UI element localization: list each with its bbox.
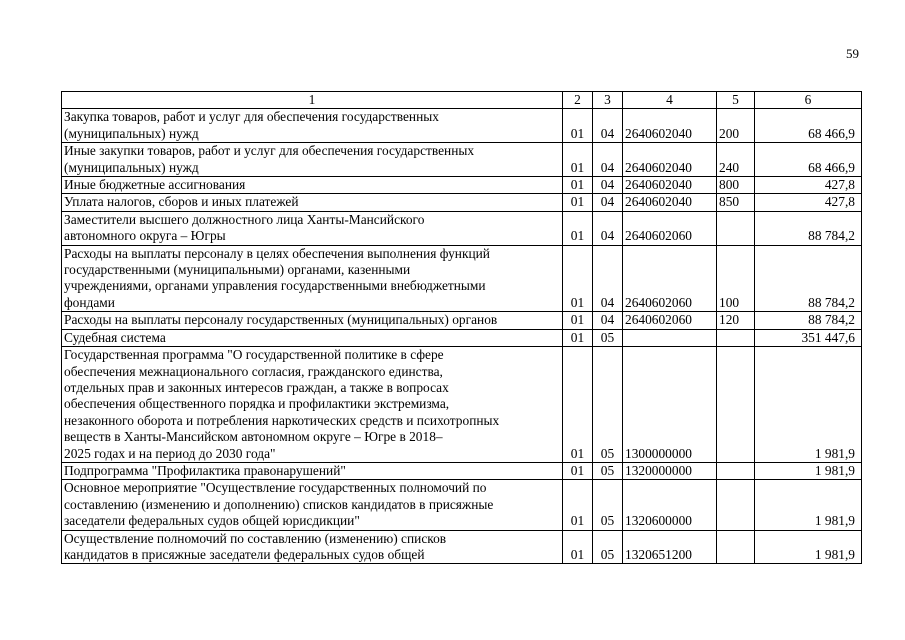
target-article-code: 2640602060 <box>623 245 717 312</box>
target-article-code: 2640602060 <box>623 312 717 329</box>
table-row <box>62 329 862 346</box>
expense-name: Расходы на выплаты персоналу в целях обеспечения выполнения функций государственными (муниципальными) органами, казенными учреждениями, органами управления государственными внебюджетными фондами <box>62 245 563 312</box>
table-row <box>62 347 862 463</box>
column-header: 2 <box>563 92 593 109</box>
subsection-code: 05 <box>593 462 623 479</box>
section-code: 01 <box>563 109 593 143</box>
subsection-code: 04 <box>593 312 623 329</box>
amount: 1 981,9 <box>755 462 862 479</box>
subsection-code: 05 <box>593 347 623 463</box>
subsection-code: 04 <box>593 143 623 177</box>
column-header: 1 <box>62 92 563 109</box>
expense-type-code <box>717 329 755 346</box>
target-article-code <box>623 329 717 346</box>
section-code: 01 <box>563 194 593 211</box>
column-header: 3 <box>593 92 623 109</box>
section-code: 01 <box>563 211 593 245</box>
expense-name: Государственная программа "О государственной политике в сфере обеспечения межнационального согласия, гражданского единства, отдельных прав и законных интересов граждан, а также в вопросах обеспечения общественного порядка и профилактики экстремизма, незаконного оборота и потребления наркотических средств и психотропных веществ в Ханты-Мансийском автономном округе – Югре в 2018– 2025 годах и на период до 2030 года" <box>62 347 563 463</box>
section-code: 01 <box>563 480 593 530</box>
target-article-code: 1300000000 <box>623 347 717 463</box>
section-code: 01 <box>563 462 593 479</box>
table-row <box>62 211 862 245</box>
expense-type-code <box>717 480 755 530</box>
expense-type-code <box>717 211 755 245</box>
expense-name: Осуществление полномочий по составлению (изменению) списков кандидатов в присяжные заседатели федеральных судов общей <box>62 530 563 564</box>
section-code: 01 <box>563 530 593 564</box>
target-article-code: 1320000000 <box>623 462 717 479</box>
amount: 88 784,2 <box>755 245 862 312</box>
subsection-code: 05 <box>593 530 623 564</box>
table-row <box>62 245 862 312</box>
section-code: 01 <box>563 347 593 463</box>
expense-name: Расходы на выплаты персоналу государственных (муниципальных) органов <box>62 312 563 329</box>
amount: 1 981,9 <box>755 480 862 530</box>
target-article-code: 2640602040 <box>623 194 717 211</box>
amount: 351 447,6 <box>755 329 862 346</box>
section-code: 01 <box>563 329 593 346</box>
table-row <box>62 143 862 177</box>
expense-type-code: 800 <box>717 177 755 194</box>
amount: 1 981,9 <box>755 530 862 564</box>
expense-name: Подпрограмма "Профилактика правонарушений" <box>62 462 563 479</box>
expense-name: Иные закупки товаров, работ и услуг для обеспечения государственных (муниципальных) нужд <box>62 143 563 177</box>
amount: 1 981,9 <box>755 347 862 463</box>
expense-name: Уплата налогов, сборов и иных платежей <box>62 194 563 211</box>
expense-type-code: 100 <box>717 245 755 312</box>
table-row <box>62 109 862 143</box>
target-article-code: 1320651200 <box>623 530 717 564</box>
expense-type-code <box>717 347 755 463</box>
column-header: 5 <box>717 92 755 109</box>
expense-name: Основное мероприятие "Осуществление государственных полномочий по составлению (изменению и дополнению) списков кандидатов в присяжные заседатели федеральных судов общей юрисдикции" <box>62 480 563 530</box>
table-row <box>62 462 862 479</box>
section-code: 01 <box>563 177 593 194</box>
target-article-code: 2640602040 <box>623 143 717 177</box>
table-row <box>62 312 862 329</box>
amount: 88 784,2 <box>755 312 862 329</box>
target-article-code: 2640602040 <box>623 109 717 143</box>
page-number: 59 <box>846 46 859 61</box>
subsection-code: 04 <box>593 177 623 194</box>
subsection-code: 04 <box>593 245 623 312</box>
section-code: 01 <box>563 245 593 312</box>
target-article-code: 2640602060 <box>623 211 717 245</box>
expense-type-code <box>717 462 755 479</box>
expense-name: Закупка товаров, работ и услуг для обеспечения государственных (муниципальных) нужд <box>62 109 563 143</box>
amount: 88 784,2 <box>755 211 862 245</box>
section-code: 01 <box>563 312 593 329</box>
table-row <box>62 480 862 530</box>
expense-type-code: 240 <box>717 143 755 177</box>
amount: 427,8 <box>755 177 862 194</box>
budget-table <box>61 91 862 564</box>
subsection-code: 04 <box>593 109 623 143</box>
expense-name: Судебная система <box>62 329 563 346</box>
amount: 68 466,9 <box>755 109 862 143</box>
amount: 427,8 <box>755 194 862 211</box>
amount: 68 466,9 <box>755 143 862 177</box>
column-header: 4 <box>623 92 717 109</box>
expense-type-code: 850 <box>717 194 755 211</box>
table-row <box>62 194 862 211</box>
subsection-code: 04 <box>593 194 623 211</box>
subsection-code: 05 <box>593 480 623 530</box>
expense-type-code: 120 <box>717 312 755 329</box>
subsection-code: 05 <box>593 329 623 346</box>
table-header-row <box>62 92 862 109</box>
expense-name: Иные бюджетные ассигнования <box>62 177 563 194</box>
target-article-code: 2640602040 <box>623 177 717 194</box>
target-article-code: 1320600000 <box>623 480 717 530</box>
table-row <box>62 530 862 564</box>
table-row <box>62 177 862 194</box>
subsection-code: 04 <box>593 211 623 245</box>
expense-type-code <box>717 530 755 564</box>
expense-type-code: 200 <box>717 109 755 143</box>
column-header: 6 <box>755 92 862 109</box>
section-code: 01 <box>563 143 593 177</box>
expense-name: Заместители высшего должностного лица Ханты-Мансийского автономного округа – Югры <box>62 211 563 245</box>
